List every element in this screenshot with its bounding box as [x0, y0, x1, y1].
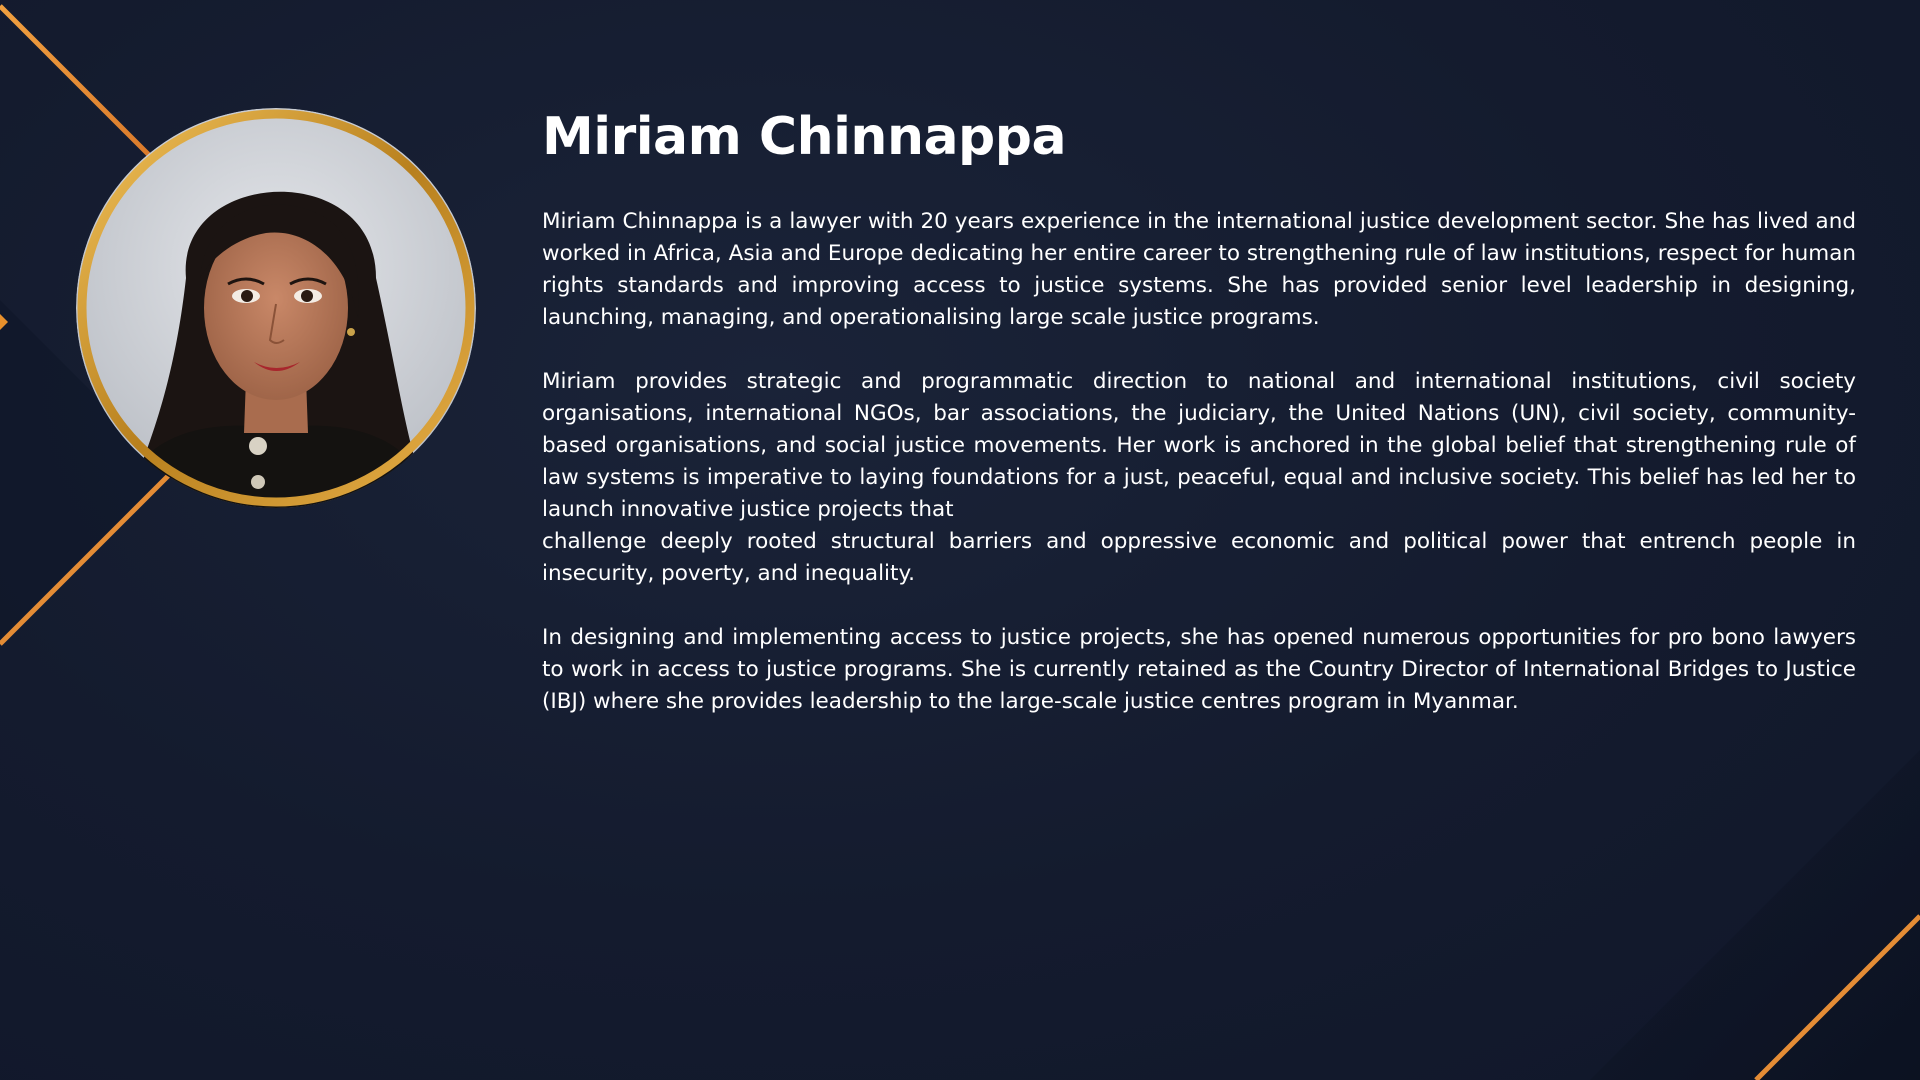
bio-paragraph-3: In designing and implementing access to justice projects, she has opened numerous opportunities for pro bono lawyers to work in access to justice programs. She is currently retained as the Country Director of International Bridges to Justice (IBJ) where she provides leadership to the large-scale justice centres program in Myanmar. [542, 625, 1856, 714]
bio-paragraph-2 [542, 366, 1856, 590]
bio-paragraph-2-part-1: Miriam provides strategic and programmatic direction to national and international institutions, civil society organisations, international NGOs, bar associations, the judiciary, the United Nations (UN), civil society, community-based organisations, and social justice movements. Her work is anchored in the global belief that strengthening rule of law systems is imperative to laying foundations for a just, peaceful, equal and inclusive society. This belief has led her to launch innovative justice projects that [542, 369, 1856, 522]
bio-section [542, 104, 1856, 750]
profile-photo [76, 108, 476, 508]
person-name: Miriam Chinnappa [542, 107, 1067, 167]
person-portrait-icon [76, 108, 476, 508]
accent-line-top-left [0, 6, 160, 166]
bio-paragraph-1: Miriam Chinnappa is a lawyer with 20 years experience in the international justice development sector. She has lived and worked in Africa, Asia and Europe dedicating her entire career to strengthening rule of law institutions, respect for human rights standards and improving access to justice systems. She has provided senior level leadership in designing, launching, managing, and operationalising large scale justice programs. [542, 209, 1856, 330]
right-shade-wedge [1590, 750, 1920, 1080]
bio-paragraph-2-part-2: challenge deeply rooted structural barriers and oppressive economic and political power that entrench people in insecurity, poverty, and inequality. [542, 529, 1856, 586]
